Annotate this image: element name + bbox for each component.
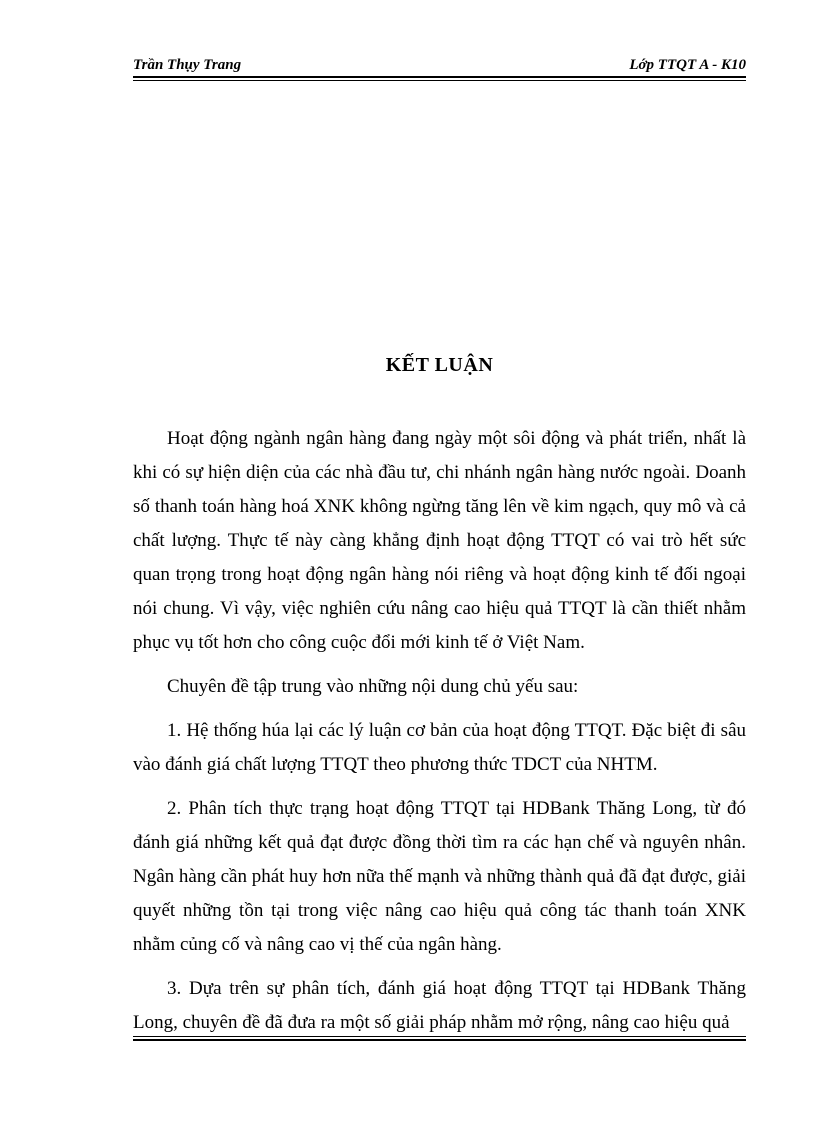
footer-divider	[133, 1039, 746, 1041]
header-class: Lớp TTQT A - K10	[629, 57, 746, 73]
document-body	[133, 422, 746, 1040]
header-divider-thin	[133, 80, 746, 81]
paragraph-item-2: 2. Phân tích thực trạng hoạt động TTQT tại HDBank Thăng Long, từ đó đánh giá những kết quả đạt được đồng thời tìm ra các hạn chế và nguyên nhân. Ngân hàng cần phát huy hơn nữa thế mạnh và những thành quả đã đạt được, giải quyết những tồn tại trong việc nâng cao hiệu quả công tác thanh toán XNK nhằm củng cố và nâng cao vị thế của ngân hàng.	[133, 798, 746, 955]
page-title: KẾT LUẬN	[385, 354, 494, 376]
paragraph-item-3: 3. Dựa trên sự phân tích, đánh giá hoạt động TTQT tại HDBank Thăng Long, chuyên đề đã đưa ra một số giải pháp nhằm mở rộng, nâng cao hiệu quả	[133, 978, 746, 1033]
paragraph-item-1: 1. Hệ thống húa lại các lý luận cơ bản của hoạt động TTQT. Đặc biệt đi sâu vào đánh giá chất lượng TTQT theo phương thức TDCT của NHTM.	[133, 720, 746, 775]
paragraph-lead: Chuyên đề tập trung vào những nội dung chủ yếu sau:	[167, 676, 579, 697]
header-author: Trần Thụy Trang	[133, 57, 242, 73]
header-divider	[133, 76, 746, 78]
page-header	[133, 55, 746, 77]
paragraph-intro: Hoạt động ngành ngân hàng đang ngày một sôi động và phát triển, nhất là khi có sự hiện diện của các nhà đầu tư, chi nhánh ngân hàng nước ngoài. Doanh số thanh toán hàng hoá XNK không ngừng tăng lên về kim ngạch, quy mô và cả chất lượng. Thực tế này càng khẳng định hoạt động TTQT có vai trò hết sức quan trọng trong hoạt động ngân hàng nói riêng và hoạt động kinh tế đối ngoại nói chung. Vì vậy, việc nghiên cứu nâng cao hiệu quả TTQT là cần thiết nhằm phục vụ tốt hơn cho công cuộc đổi mới kinh tế ở Việt Nam.	[133, 428, 746, 653]
footer-divider-thin	[133, 1036, 746, 1037]
